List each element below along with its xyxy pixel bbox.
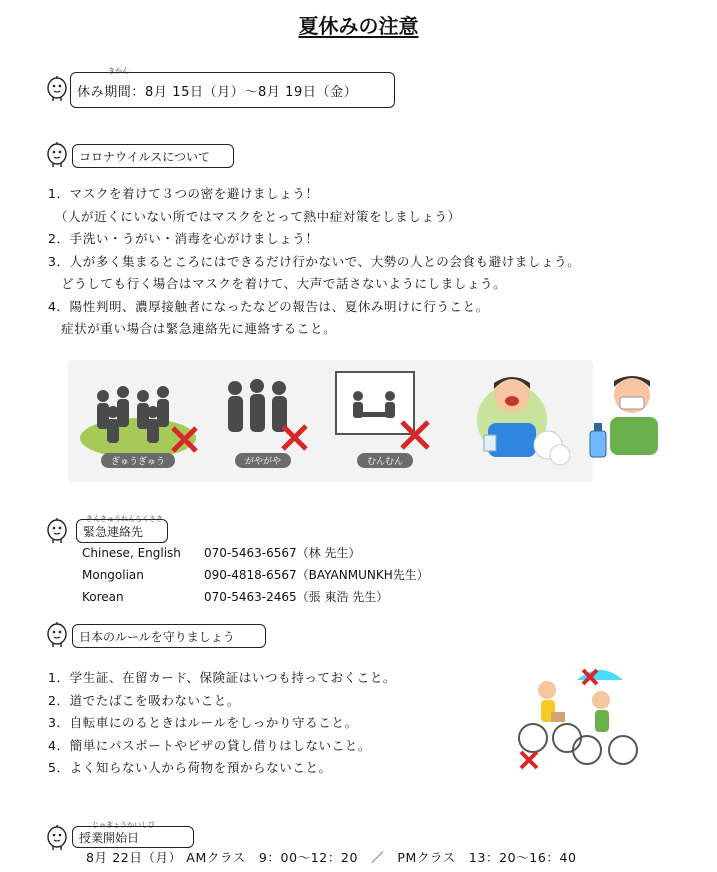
list-item: 4．陽性判明、濃厚接触者になったなどの報告は、夏休み明けに行うこと。 [48,298,489,314]
bulb-character-icon [44,823,70,853]
picture-label: ぎゅうぎゅう [101,453,175,468]
contact-phone: 070-5463-2465（張 東浩 先生） [204,590,389,604]
period-text: 休み期間：8月 15日（月）～8月 19日（金） [77,84,358,100]
picture-label: がやがや [235,453,291,468]
list-item: 症状が重い場合は緊急連絡先に連絡すること。 [48,321,337,336]
bulb-character-icon [44,74,70,104]
contact-row [82,542,429,564]
contact-phone: 070-5463-6567（林 先生） [204,546,361,560]
contact-row [82,564,429,586]
gargle-illustration [470,365,570,475]
bulb-character-icon [44,620,70,650]
period-ruby: きかん [108,67,129,75]
corona-heading: コロナウイルスについて [72,144,234,168]
corona-list [48,183,580,341]
period-box [70,72,395,108]
rules-list [48,667,396,780]
picture-label: むんむん [357,453,413,468]
list-item: 3．人が多く集まるところにはできるだけ行かないで、大勢の人との会食も避けましょう。 [48,253,581,269]
bulb-character-icon [44,516,70,546]
page-title: 夏休みの注意 [298,14,419,38]
emergency-ruby: きんきゅうれんらくさき [86,515,163,523]
contact-language: Chinese, English [82,546,181,560]
contact-language: Mongolian [82,568,144,582]
contact-phone: 090-4818-6567（BAYANMUNKH先生） [204,568,429,582]
handwash-illustration [580,365,685,475]
class-start-heading: 授業開始日 [72,826,194,848]
contact-list [82,542,429,608]
bicycle-rule-illustration [515,660,640,775]
contact-language: Korean [82,590,124,604]
list-item: 1．マスクを着けて３つの密を避けましょう！ [48,186,319,201]
bulb-character-icon [44,140,70,170]
list-item: 2．道でたばこを吸わないこと。 [48,692,240,708]
list-item: 5．よく知らない人から荷物を預からないこと。 [48,760,332,775]
emergency-heading: 緊急連絡先 [76,519,168,543]
contact-row [82,586,429,608]
class-schedule: 8月 22日（月） AMクラス 9：00～12：20 ／ PMクラス 13：20～16：40 [86,850,577,865]
closed-space-illustration [330,366,440,476]
rules-heading: 日本のルールを守りましょう [72,624,266,648]
list-item: 1．学生証、在留カード、保険証はいつも持っておくこと。 [48,670,397,685]
list-item: 2．手洗い・うがい・消毒を心がけましょう！ [48,231,319,246]
list-item: 3．自転車にのるときはルールをしっかり守ること。 [48,715,358,730]
list-item: 4．簡単にパスポートやビザの貸し借りはしないこと。 [48,737,371,753]
list-item: どうしても行く場合はマスクを着けて、大声で話さないようにしましょう。 [48,276,507,291]
crowded-illustration [78,366,198,476]
noisy-illustration [213,366,313,476]
class-start-ruby: じゅぎょうかいしび [92,821,155,829]
list-item: （人が近くにいない所ではマスクをとって熱中症対策をしましょう） [48,208,461,224]
